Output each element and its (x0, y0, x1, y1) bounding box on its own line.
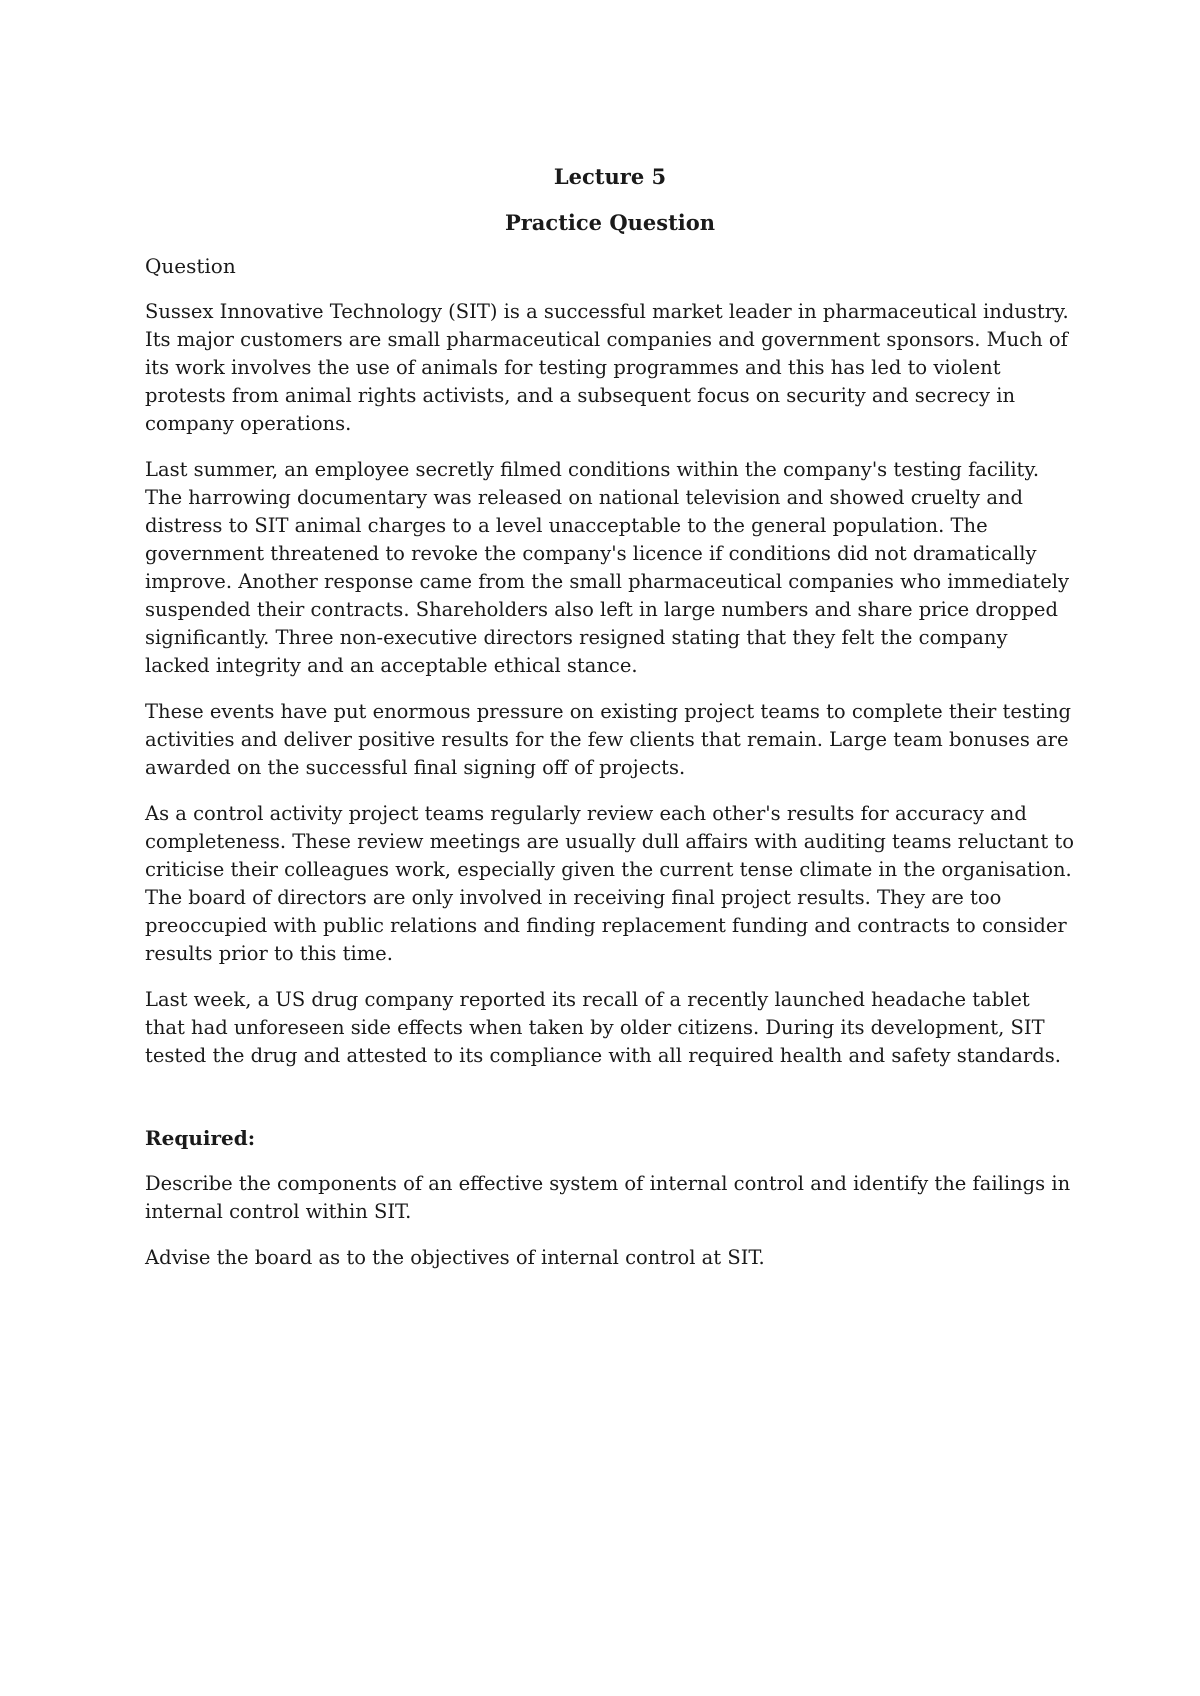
paragraph-pressure: These events have put enormous pressure on existing project teams to complete their testing activities and deliver positive results for the few clients that remain. Large team bonuses are awarded on the successful final signing off of projects. (145, 700, 1072, 779)
paragraph-intro: Sussex Innovative Technology (SIT) is a successful market leader in pharmaceutical industry. Its major customers are small pharmaceutical companies and government sponsors. Much of its work involves the use of animals for testing programmes and this has led to violent protests from animal rights activists, and a subsequent focus on security and secrecy in company operations. (145, 300, 1069, 435)
required-item-describe: Describe the components of an effective system of internal control and identify the failings in internal control within SIT. (145, 1172, 1071, 1223)
document-subtitle: Practice Question (504, 210, 716, 235)
paragraph-control-activity: As a control activity project teams regularly review each other's results for accuracy and completeness. These review meetings are usually dull affairs with auditing teams reluctant to criticise their colleagues work, especially given the current tense climate in the organisation. The board of directors are only involved in receiving final project results. They are too preoccupied with public relations and finding replacement funding and contracts to consider results prior to this time. (145, 802, 1074, 965)
document-title: Lecture 5 (553, 164, 667, 189)
paragraph-last-week: Last week, a US drug company reported its recall of a recently launched headache tablet that had unforeseen side effects when taken by older citizens. During its development, SIT tested the drug and attested to its compliance with all required health and safety standards. (145, 988, 1061, 1067)
paragraph-last-summer: Last summer, an employee secretly filmed conditions within the company's testing facility. The harrowing documentary was released on national television and showed cruelty and distress to SIT animal charges to a level unacceptable to the general population. The government threatened to revoke the company's licence if conditions did not dramatically improve. Another response came from the small pharmaceutical companies who immediately suspended their contracts. Shareholders also left in large numbers and share price dropped significantly. Three non-executive directors resigned stating that they felt the company lacked integrity and an acceptable ethical stance. (145, 458, 1070, 677)
required-item-advise: Advise the board as to the objectives of internal control at SIT. (145, 1246, 765, 1269)
document-page (145, 160, 1075, 1290)
required-heading: Required: (145, 1126, 256, 1150)
question-label: Question (145, 254, 236, 278)
